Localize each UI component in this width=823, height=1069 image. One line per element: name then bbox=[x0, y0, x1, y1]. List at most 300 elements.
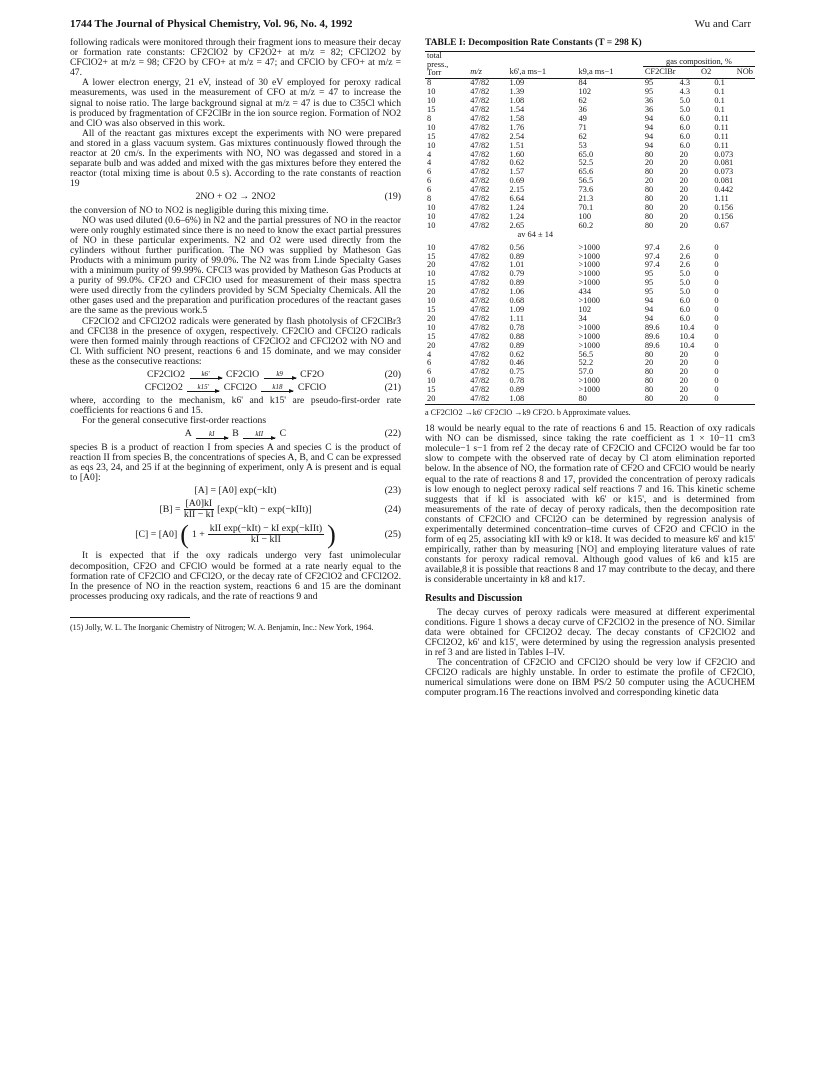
paragraph: The decay curves of peroxy radicals were measured at different experimental conditions. Figure 1 shows a decay curve of CF2ClO2 in the presence of NO. Similar data were obtained for CFCl2O2 decay. The decay constants of CF2ClO2 and CFCl2O2, k6' and k15', were determined by using the regression analysis presented in ref 3 and are listed in Tables I–IV. bbox=[425, 606, 755, 658]
species: CFCl2O bbox=[223, 382, 257, 394]
table-cell: 60.2 bbox=[578, 220, 594, 230]
table-cell: 65.6 bbox=[578, 167, 594, 177]
equation-number: (24) bbox=[384, 503, 401, 515]
table-section-b bbox=[425, 244, 755, 405]
table-cell: 0 bbox=[714, 304, 719, 314]
table-cell: 80 bbox=[644, 149, 654, 159]
table-cell: 4.3 bbox=[679, 87, 691, 97]
table-cell: 1.11 bbox=[714, 194, 729, 204]
table-cell: 47/82 bbox=[470, 203, 490, 212]
table-cell: >1000 bbox=[578, 322, 600, 332]
equation-25: [C] = [A0] ( 1 + kII exp(−kIt) − kI exp(−kIIt) kI − kII ) (25) bbox=[135, 519, 401, 549]
table-cell: 0.88 bbox=[509, 331, 525, 341]
table-cell: 15 bbox=[427, 304, 436, 314]
table-cell: 20 bbox=[679, 211, 688, 221]
table-cell: 15 bbox=[427, 105, 436, 115]
table-cell: 20 bbox=[679, 149, 688, 159]
table-cell: 65.0 bbox=[578, 149, 594, 159]
table-cell: 20 bbox=[679, 220, 688, 230]
species: CFClO bbox=[297, 382, 327, 394]
table-cell: 6.0 bbox=[679, 313, 691, 323]
table-cell: 2.6 bbox=[679, 251, 691, 261]
table-cell: 36 bbox=[644, 105, 654, 115]
table-cell: 1.24 bbox=[509, 211, 525, 221]
equation-number: (25) bbox=[384, 528, 401, 540]
species: B bbox=[232, 428, 239, 440]
table-cell: 62 bbox=[578, 131, 587, 141]
table-cell: 71 bbox=[578, 122, 587, 132]
table-cell: 47/82 bbox=[470, 367, 490, 377]
table-cell: 0 bbox=[714, 278, 719, 288]
equation-19 bbox=[70, 192, 401, 202]
table-cell: 1.57 bbox=[509, 167, 525, 177]
table-cell: 47/82 bbox=[470, 296, 490, 306]
equation-term: 1 + bbox=[191, 528, 205, 540]
table-cell: 53 bbox=[578, 140, 587, 150]
table-cell: 10 bbox=[427, 269, 436, 279]
equation-number: (20) bbox=[384, 369, 401, 380]
table-cell: 0 bbox=[714, 296, 719, 306]
table-cell: 20 bbox=[644, 176, 654, 186]
table-cell: 94 bbox=[644, 113, 654, 123]
table-cell: 15 bbox=[427, 278, 436, 288]
table-cell: >1000 bbox=[578, 296, 600, 306]
section-heading: Results and Discussion bbox=[425, 592, 523, 604]
table-cell: 20 bbox=[427, 287, 436, 297]
table-cell: 47/82 bbox=[470, 122, 490, 132]
table-cell: 1.01 bbox=[509, 260, 525, 270]
column-header: m/z bbox=[468, 52, 507, 78]
left-column bbox=[70, 38, 401, 632]
table-cell: 47/82 bbox=[470, 167, 490, 177]
table-cell: 8 bbox=[427, 194, 432, 204]
table-cell: 36 bbox=[578, 105, 587, 115]
table-cell: 0 bbox=[714, 331, 719, 341]
table-cell: 6 bbox=[427, 358, 432, 368]
table-title: TABLE I: Decomposition Rate Constants (T = 298 K) bbox=[425, 38, 642, 48]
table-cell: 0 bbox=[714, 367, 719, 377]
table-cell: 0.156 bbox=[714, 203, 734, 212]
table-cell: 0 bbox=[714, 340, 719, 350]
table-cell: 0 bbox=[714, 251, 719, 261]
table-cell: 5.0 bbox=[679, 96, 691, 106]
table-cell: 0.156 bbox=[714, 211, 734, 221]
table-cell: 0.67 bbox=[714, 220, 729, 230]
table-cell: 80 bbox=[644, 349, 654, 359]
table-cell: 34 bbox=[578, 313, 587, 323]
table-cell: 1.24 bbox=[509, 203, 525, 212]
table-cell: 47/82 bbox=[468, 395, 507, 404]
table-cell: 94 bbox=[644, 122, 654, 132]
table-cell: 47/82 bbox=[470, 376, 490, 386]
table-cell: >1000 bbox=[578, 376, 600, 386]
table-cell: 0.89 bbox=[509, 340, 525, 350]
table-cell: 4.3 bbox=[679, 78, 691, 88]
equation-lhs: [B] = bbox=[159, 503, 181, 515]
footnote: (15) Jolly, W. L. The Inorganic Chemistry of Nitrogen; W. A. Benjamin, Inc.: New York, 1964. bbox=[70, 620, 401, 632]
table-cell: 1.39 bbox=[509, 87, 525, 97]
table-cell: 0 bbox=[714, 385, 719, 395]
table-cell: 5.0 bbox=[679, 105, 691, 115]
species: C bbox=[279, 428, 287, 440]
table-cell: 52.5 bbox=[578, 158, 594, 168]
table-cell: >1000 bbox=[578, 278, 600, 288]
table-row bbox=[425, 222, 755, 231]
table-cell: 10 bbox=[427, 296, 436, 306]
table-cell: 47/82 bbox=[470, 313, 490, 323]
paragraph: It is expected that if the oxy radicals undergo very fast unimolecular decomposition, CF2O and CFClO would be formed at a rate nearly equal to the formation rate of CF2ClO and CFCl2O, or the decay rate of CF2ClO2 and CFCl2O2. In the presence of NO in the reaction system, reactions 6 and 15 are the dominant processes producing oxy radicals, and the rate of reactions 9 and bbox=[70, 550, 401, 602]
table-cell: 1.51 bbox=[509, 140, 525, 150]
table-cell: 47/82 bbox=[470, 149, 490, 159]
table-cell: 89.6 bbox=[644, 322, 660, 332]
paragraph: A lower electron energy, 21 eV, instead of 30 eV employed for peroxy radical measurements, was used in the measurement of CFO at m/z = 47 to increase the signal to noise ratio. The large background signal at m/z = 47 is due to C35Cl which is produced by fragmentation of CF2ClBr in the ion source region. Formation of NO2 and ClO was also observed in this work. bbox=[70, 77, 401, 129]
table-average bbox=[425, 231, 755, 244]
table-cell: 0 bbox=[714, 313, 719, 323]
table-cell: 0 bbox=[714, 287, 719, 297]
table-section-a bbox=[425, 79, 755, 231]
running-header-left: 1744 The Journal of Physical Chemistry, Vol. 96, No. 4, 1992 bbox=[70, 18, 353, 30]
table-cell: 0.1 bbox=[714, 78, 725, 88]
table-cell: 0.081 bbox=[714, 158, 734, 168]
table-cell: 0.75 bbox=[509, 367, 525, 377]
table-cell: 94 bbox=[644, 313, 654, 323]
table-cell: 70.1 bbox=[578, 203, 594, 212]
table-cell: 49 bbox=[578, 113, 587, 123]
table-cell: >1000 bbox=[578, 385, 600, 395]
table-cell: 95 bbox=[644, 287, 654, 297]
table-cell: 4 bbox=[427, 349, 432, 359]
table-cell: 2.65 bbox=[509, 220, 525, 230]
right-column bbox=[425, 38, 755, 698]
table-cell: 20 bbox=[427, 260, 436, 270]
table-cell: 100 bbox=[578, 211, 592, 221]
table-cell: 4 bbox=[427, 149, 432, 159]
table-cell: 0.442 bbox=[714, 185, 734, 195]
table-cell: 0.1 bbox=[714, 87, 725, 97]
table-cell: av 64 ± 14 bbox=[517, 229, 554, 239]
table-cell: 2.6 bbox=[679, 260, 691, 270]
reaction-arrow: kI bbox=[196, 430, 228, 439]
table-cell: 47/82 bbox=[470, 185, 490, 195]
table-cell: 56.5 bbox=[578, 176, 594, 186]
species: CF2O bbox=[300, 369, 325, 380]
table-cell: 6.0 bbox=[679, 140, 691, 150]
column-header: k6',a ms−1 bbox=[508, 52, 577, 78]
table-cell: 0 bbox=[714, 260, 719, 270]
table-cell: 73.6 bbox=[578, 185, 594, 195]
table-cell: 5.0 bbox=[679, 287, 691, 297]
rate-constants-table bbox=[425, 51, 755, 405]
table-cell: 97.4 bbox=[644, 251, 660, 261]
table-cell: 15 bbox=[427, 331, 436, 341]
table-cell: 94 bbox=[644, 296, 654, 306]
reaction-arrow: k18 bbox=[261, 383, 293, 392]
paragraph: 18 would be nearly equal to the rate of reactions 6 and 15. Reaction of oxy radicals with NO can be dismissed, since taking the rate coefficient as 1 × 10−11 cm3 molecule−1 s−1 from ref 2 the decay rate of CF2ClO and CFCl2O would be far too slow to compete with the observed rate of decay by Cl atom elimination reported below. In the absence of NO, the formation rate of CF2O and CFClO would be nearly equal to the rate of reactions 8 and 17, provided the concentration of peroxy radicals is low enough to neglect peroxy radical self reactions 7 and 16. This kinetic scheme suggests that if kI is associated with k6' or k15', and is determined from measurements of the rate of decay of peroxy radicals, then the decomposition rate constants of CF2ClO and CFCl2O can be determined by regression analysis of experimentally determined concentration–time curves of CF2O and CFClO in the form of eq 25, associating kII with k9 or k18. It was decided to measure k6' and k15' empirically, rather than by measuring [NO] and employing literature values of rate constants for peroxy radical removal. Although good values of k6 and k15 are available,8 it is possible that reactions 8 and 17 may contribute to the decay, and there is considerable uncertainty in k8 and k17. bbox=[425, 423, 755, 586]
running-header-right: Wu and Carr bbox=[694, 18, 751, 30]
table-cell: >1000 bbox=[578, 260, 600, 270]
species: CF2ClO2 bbox=[146, 369, 186, 380]
table-cell: 47/82 bbox=[470, 220, 490, 230]
table-cell: 80 bbox=[644, 211, 654, 221]
table-cell: 20 bbox=[644, 158, 654, 168]
table-cell: 80 bbox=[576, 395, 642, 404]
table-cell: 0.11 bbox=[714, 113, 729, 123]
table-cell: 47/82 bbox=[470, 385, 490, 395]
equation-number: (21) bbox=[384, 382, 401, 394]
table-cell: 0 bbox=[714, 269, 719, 279]
table-cell: 1.08 bbox=[508, 395, 577, 404]
table-cell: 97.4 bbox=[644, 242, 660, 252]
table-cell: 6.0 bbox=[679, 113, 691, 123]
table-cell: 1.09 bbox=[509, 78, 525, 88]
table-cell: 1.60 bbox=[509, 149, 525, 159]
table-cell: 6.0 bbox=[679, 296, 691, 306]
paragraph: species B is a product of reaction I from species A and species C is the product of reaction II from species B, the concentrations of species A, B, and C can be expressed as eqs 23, 24, and 25 if at the beginning of experiment, only A is present and is equal to [A0]: bbox=[70, 441, 401, 483]
table-cell: 0 bbox=[714, 358, 719, 368]
table-cell: 89.6 bbox=[644, 331, 660, 341]
reaction-arrow: k9 bbox=[264, 370, 296, 379]
table-cell: >1000 bbox=[578, 340, 600, 350]
table-cell: 47/82 bbox=[470, 105, 490, 115]
table-cell: 47/82 bbox=[470, 304, 490, 314]
table-cell: 0.78 bbox=[509, 376, 525, 386]
column-header: O2 bbox=[701, 67, 712, 77]
table-cell: 1.11 bbox=[509, 313, 524, 323]
reaction-arrow: kII bbox=[243, 430, 275, 439]
table-cell: 8 bbox=[427, 78, 432, 88]
paragraph: All of the reactant gas mixtures except the experiments with NO were prepared and stored in a glass vacuum system. Gas mixtures continuously flowed through the reactor at 20 cm/s. In the experiments with NO, NO was degassed and stored in a separate bulb and was added and mixed with the gas mixtures before they entered the reactor (total mixing time is about 0.5 s). According to the rate constants of reaction 19 bbox=[70, 127, 401, 190]
column-header: k9,a ms−1 bbox=[576, 52, 642, 78]
table-cell: 10.4 bbox=[679, 331, 695, 341]
table-cell: 20 bbox=[679, 203, 688, 212]
species: CFCl2O2 bbox=[144, 382, 183, 394]
equation-23 bbox=[70, 486, 401, 496]
table-cell: 20 bbox=[678, 395, 713, 404]
table-cell: 52.2 bbox=[578, 358, 594, 368]
table-cell: 2.6 bbox=[679, 242, 691, 252]
table-cell: 10.4 bbox=[679, 322, 695, 332]
table-cell: 0 bbox=[714, 322, 719, 332]
table-cell: 10 bbox=[427, 376, 436, 386]
table-cell: 0 bbox=[714, 242, 719, 252]
table-cell: 5.0 bbox=[679, 278, 691, 288]
table-cell: 20 bbox=[679, 367, 688, 377]
table-cell: 0.89 bbox=[509, 385, 525, 395]
table-cell: 1.54 bbox=[509, 105, 525, 115]
table-cell: 0.11 bbox=[714, 140, 729, 150]
table-cell: 8 bbox=[427, 113, 432, 123]
table-cell: 80 bbox=[644, 220, 654, 230]
paragraph: the conversion of NO to NO2 is negligible during this mixing time. bbox=[70, 204, 329, 216]
table-cell: 0 bbox=[714, 376, 719, 386]
table-cell: 20 bbox=[679, 158, 688, 168]
equation-number: (22) bbox=[384, 428, 401, 440]
equation-lhs: [C] = [A0] bbox=[135, 528, 178, 540]
table-cell: 0.56 bbox=[509, 242, 525, 252]
table-cell: 95 bbox=[644, 278, 654, 288]
paragraph: where, according to the mechanism, k6' and k15' are pseudo-first-order rate coefficients for reactions 6 and 15. bbox=[70, 395, 401, 417]
paragraph: NO was used diluted (0.6–6%) in N2 and the partial pressures of NO in the reactor were only roughly estimated since there is no need to know the exact partial pressures of NO in these particular experiments. N2 and O2 were used directly from the cylinders without further purification. The NO was supplied by Matheson Gas Products with a minimum purity of 99.0%. The N2 was from Linde Specialty Gases with a minimum purity of 99.99%. CFCl3 was provided by Matheson Gas Products at a purity of 99.0%. CF2O and CFClO used for measurement of their mass spectra were used directly from the cylinders provided by SCM Specialty Chemicals. All the other gases used and the preparation and purification procedures of the reactant gases are the same as the previous work.5 bbox=[70, 214, 401, 317]
table-cell: 2.54 bbox=[509, 131, 525, 141]
table-cell: 80 bbox=[644, 194, 654, 204]
table-cell: 47/82 bbox=[470, 78, 490, 88]
table-cell: 47/82 bbox=[470, 140, 490, 150]
paragraph: CF2ClO2 and CFCl2O2 radicals were generated by flash photolysis of CF2ClBr3 and CFCl38 in the presence of oxygen, respectively. CF2ClO and CFCl2O radicals were then formed mainly through reactions of CF2ClO2 and CFCl2O2 with NO and Cl. With sufficient NO present, reactions 6 and 15 dominate, and we may consider these as the consecutive reactions: bbox=[70, 315, 401, 367]
table-cell: 47/82 bbox=[470, 194, 490, 204]
species: A bbox=[184, 428, 192, 440]
table-cell: 47/82 bbox=[470, 158, 490, 168]
table-cell: 20 bbox=[679, 349, 688, 359]
table-cell: 6 bbox=[427, 176, 432, 186]
table-cell: 10 bbox=[427, 211, 436, 221]
table-cell: 20 bbox=[679, 358, 688, 368]
table-row bbox=[425, 395, 755, 404]
equation-20 bbox=[70, 370, 401, 380]
table-cell: 0.62 bbox=[509, 349, 525, 359]
table-cell: 10 bbox=[427, 203, 436, 212]
equation-22 bbox=[70, 429, 401, 439]
table-cell: 80 bbox=[644, 203, 654, 212]
table-cell: 80 bbox=[644, 367, 654, 377]
table-cell: 20 bbox=[644, 358, 654, 368]
table-cell: 1.76 bbox=[509, 122, 525, 132]
column-header: NOb bbox=[736, 67, 753, 77]
equation-body: [A] = [A0] exp(−kIt) bbox=[194, 484, 277, 496]
table-cell: 47/82 bbox=[470, 96, 490, 106]
table-cell: 6.0 bbox=[679, 131, 691, 141]
table-cell: 94 bbox=[644, 131, 654, 141]
equation-body: 2NO + O2 → 2NO2 bbox=[195, 191, 276, 203]
table-cell: >1000 bbox=[578, 251, 600, 261]
table-cell: 0.89 bbox=[509, 278, 525, 288]
table-cell: 47/82 bbox=[470, 176, 490, 186]
table-cell: 0.11 bbox=[714, 131, 729, 141]
table-cell: 20 bbox=[679, 185, 688, 195]
table-cell: 47/82 bbox=[470, 131, 490, 141]
table-cell: 47/82 bbox=[470, 242, 490, 252]
table-cell: 0.62 bbox=[509, 158, 525, 168]
table-cell: 0.79 bbox=[509, 269, 525, 279]
table-cell: 47/82 bbox=[470, 211, 490, 221]
table-cell: 80 bbox=[644, 376, 654, 386]
table-cell: 2.15 bbox=[509, 185, 525, 195]
column-header: CF2ClBr bbox=[644, 67, 676, 77]
table-cell: 0.1 bbox=[714, 96, 725, 106]
table-cell: 20 bbox=[679, 167, 688, 177]
table-cell: 20 bbox=[427, 313, 436, 323]
table-cell: 80 bbox=[644, 185, 654, 195]
table-cell: 0.073 bbox=[714, 167, 734, 177]
table-cell: 0.68 bbox=[509, 296, 525, 306]
table-cell: 6.0 bbox=[679, 304, 691, 314]
table-cell: 47/82 bbox=[470, 278, 490, 288]
table-cell: 62 bbox=[578, 96, 587, 106]
table-cell: 0.11 bbox=[714, 122, 729, 132]
equation-21 bbox=[70, 383, 401, 393]
table-cell: 21.3 bbox=[578, 194, 594, 204]
table-cell: 20 bbox=[679, 376, 688, 386]
table-cell: 0.1 bbox=[714, 105, 725, 115]
paragraph: For the general consecutive first-order reactions bbox=[82, 415, 267, 427]
table-cell: 47/82 bbox=[470, 331, 490, 341]
fraction-numerator: [A0]kI bbox=[185, 498, 213, 510]
table-cell: 95 bbox=[644, 269, 654, 279]
table-cell: 1.09 bbox=[509, 304, 525, 314]
table-cell: 80 bbox=[644, 385, 654, 395]
table-cell: 47/82 bbox=[470, 260, 490, 270]
table-cell: 6 bbox=[427, 185, 432, 195]
reaction-arrow: k6' bbox=[190, 370, 222, 379]
table-cell: 10 bbox=[427, 140, 436, 150]
table-cell: 15 bbox=[427, 131, 436, 141]
fraction-denominator: kII − kI bbox=[183, 509, 214, 521]
table-cell: 0.69 bbox=[509, 176, 525, 186]
table-cell: 1.06 bbox=[509, 287, 525, 297]
table-cell: 47/82 bbox=[470, 349, 490, 359]
table-cell: >1000 bbox=[578, 242, 600, 252]
table-cell: 20 bbox=[679, 194, 688, 204]
table-cell: 47/82 bbox=[470, 340, 490, 350]
table-cell: 47/82 bbox=[470, 113, 490, 123]
table-cell: 95 bbox=[644, 78, 654, 88]
table-cell: 6 bbox=[427, 367, 432, 377]
table-cell: 20 bbox=[427, 340, 436, 350]
table-cell: 10 bbox=[427, 220, 436, 230]
equation-24 bbox=[70, 499, 401, 520]
equation-body: [exp(−kIt) − exp(−kIIt)] bbox=[217, 503, 312, 515]
equation-number: (23) bbox=[384, 484, 401, 496]
table-cell: 47/82 bbox=[470, 269, 490, 279]
table-cell: 0 bbox=[714, 349, 719, 359]
table-cell: 57.0 bbox=[578, 367, 594, 377]
table-cell: 10 bbox=[427, 96, 436, 106]
fraction-denominator: kI − kII bbox=[250, 534, 281, 546]
table-cell: 94 bbox=[644, 140, 654, 150]
table-cell: 6.0 bbox=[679, 122, 691, 132]
table-cell: 434 bbox=[578, 287, 592, 297]
table-cell: 5.0 bbox=[679, 269, 691, 279]
table-cell: 0 bbox=[712, 395, 755, 404]
table-cell: 102 bbox=[578, 87, 592, 97]
table-cell: 36 bbox=[644, 96, 654, 106]
table-cell: 10.4 bbox=[679, 340, 695, 350]
table-cell: 10 bbox=[427, 87, 436, 97]
table-cell: 97.4 bbox=[644, 260, 660, 270]
table-cell: 20 bbox=[679, 176, 688, 186]
table-cell: 47/82 bbox=[470, 358, 490, 368]
table-cell: 20 bbox=[679, 385, 688, 395]
table-cell: 89.6 bbox=[644, 340, 660, 350]
fraction-numerator: kII exp(−kIt) − kI exp(−kIIt) bbox=[209, 523, 323, 535]
equation-number: (19) bbox=[384, 191, 401, 203]
species: CF2ClO bbox=[225, 369, 260, 380]
table-cell: 10 bbox=[427, 122, 436, 132]
table-cell: >1000 bbox=[578, 269, 600, 279]
reaction-arrow: k15' bbox=[187, 383, 219, 392]
table-cell: 15 bbox=[427, 385, 436, 395]
table-cell: 102 bbox=[578, 304, 592, 314]
table-cell: 47/82 bbox=[470, 287, 490, 297]
table-cell: 1.08 bbox=[509, 96, 525, 106]
table-cell: 0.073 bbox=[714, 149, 734, 159]
table-cell: 20 bbox=[425, 395, 468, 404]
table-cell: 0.89 bbox=[509, 251, 525, 261]
table-cell: 6.64 bbox=[509, 194, 525, 204]
paragraph: The concentration of CF2ClO and CFCl2O should be very low if CF2ClO and CFCl2O radicals are highly unstable. In order to estimate the profile of CF2ClO, numerical simulations were done on IBM PS/2 50 computer using the ACUCHEM computer program.16 The reactions involved and corresponding kinetic data bbox=[425, 657, 755, 699]
table-cell: 47/82 bbox=[470, 251, 490, 261]
table-cell: 80 bbox=[644, 167, 654, 177]
table-cell: 0.78 bbox=[509, 322, 525, 332]
